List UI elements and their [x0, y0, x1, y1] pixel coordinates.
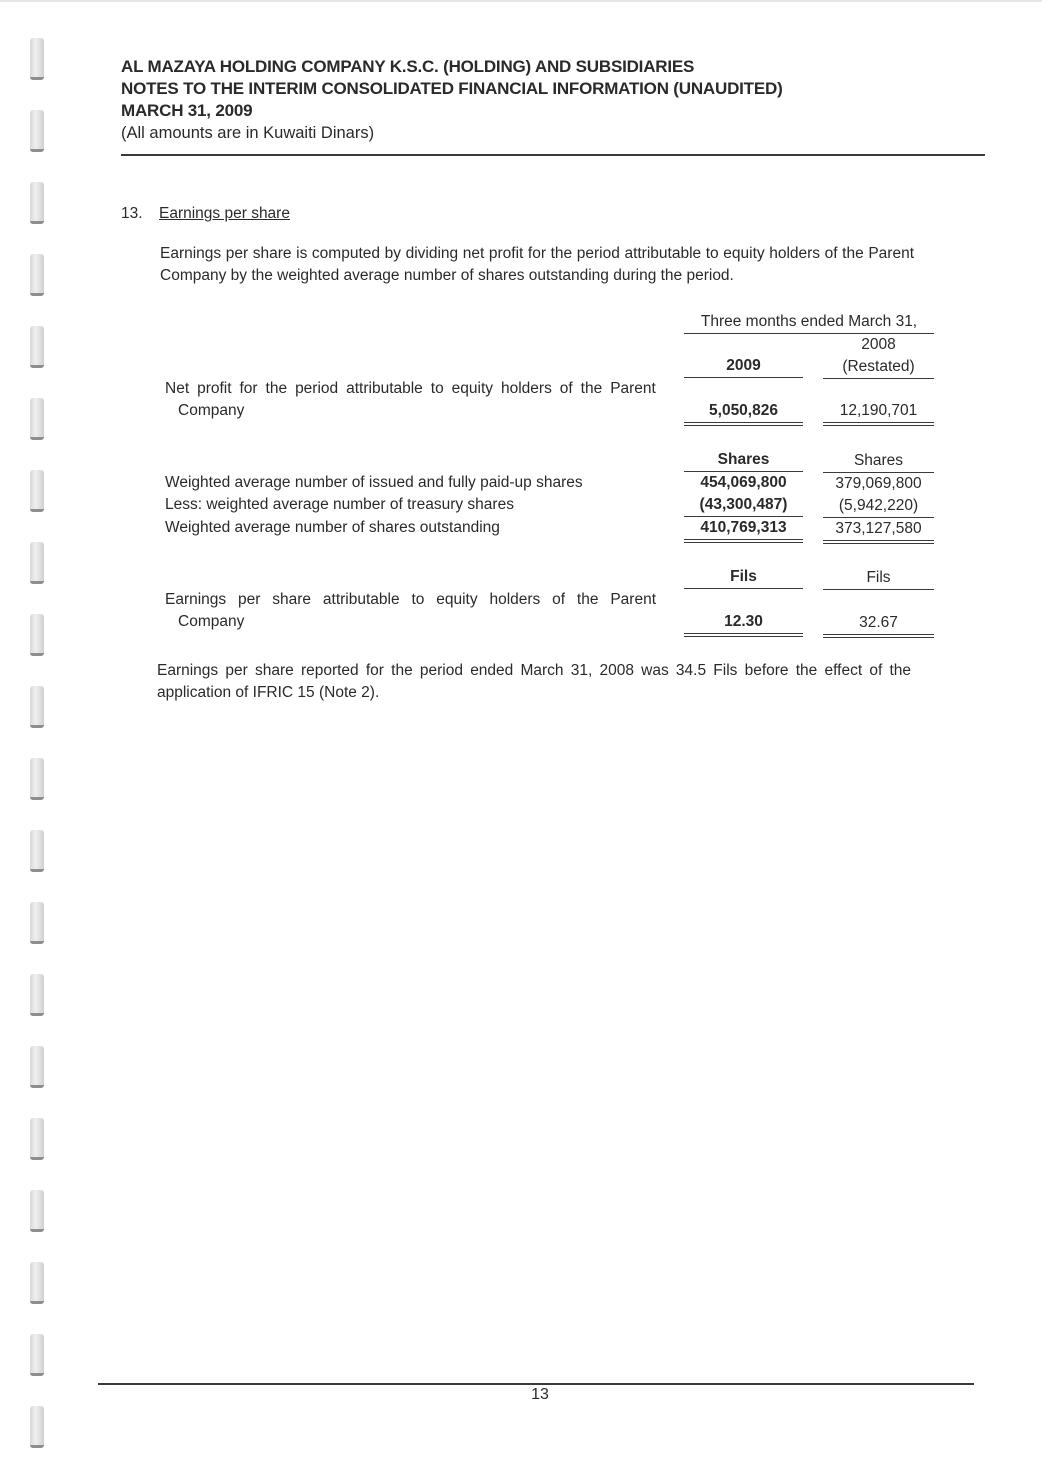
- binding-hole: [30, 758, 44, 800]
- footer-divider: [98, 1383, 974, 1385]
- binding-hole: [30, 182, 44, 224]
- binding-hole: [30, 1046, 44, 1088]
- shares-unit-2008: Shares: [823, 450, 934, 473]
- note-heading: [121, 205, 290, 223]
- label-word: the: [265, 380, 288, 397]
- outstanding-shares-2008: 373,127,580: [823, 518, 934, 544]
- label-word: per: [238, 591, 261, 608]
- eps-2008: 32.67: [823, 612, 934, 638]
- binding-hole: [30, 326, 44, 368]
- label-word: Parent: [610, 380, 656, 397]
- document-header: [121, 56, 985, 144]
- label-word: Net: [165, 380, 190, 397]
- binding-hole: [30, 38, 44, 80]
- binding-hole: [30, 1262, 44, 1304]
- label-word: equity: [451, 380, 494, 397]
- outstanding-shares-label: Weighted average number of shares outstanding: [165, 519, 500, 536]
- binding-hole: [30, 254, 44, 296]
- currency-note: (All amounts are in Kuwaiti Dinars): [121, 124, 375, 142]
- label-word: of: [552, 591, 566, 608]
- treasury-shares-2009: (43,300,487): [684, 494, 803, 517]
- page-top-edge: [0, 0, 1042, 2]
- header-divider: [121, 154, 985, 156]
- binding-hole: [30, 1334, 44, 1376]
- label-word: of: [559, 380, 573, 397]
- column-header-2009: 2009: [684, 355, 803, 378]
- label-word: period: [295, 380, 339, 397]
- issued-shares-label: Weighted average number of issued and fully paid-up shares: [165, 474, 583, 491]
- note-footnote: Earnings per share reported for the period ended March 31, 2008 was 34.5 Fils before the effect of the application of IFRIC 15 (Note 2).: [157, 662, 911, 701]
- label-word: for: [239, 380, 258, 397]
- note-title: Earnings per share: [159, 205, 290, 222]
- label-word: holders: [500, 380, 552, 397]
- binding-hole: [30, 974, 44, 1016]
- issued-shares-2009: 454,069,800: [700, 474, 787, 491]
- label-word: the: [576, 591, 599, 608]
- binding-hole: [30, 686, 44, 728]
- column-header-2008-year: 2008: [861, 336, 896, 353]
- label-word: Earnings: [165, 591, 227, 608]
- net-profit-label-line1: [165, 378, 656, 400]
- binding-holes: [30, 0, 48, 1471]
- label-word: profit: [197, 380, 232, 397]
- treasury-shares-label: Less: weighted average number of treasury shares: [165, 496, 514, 513]
- binding-hole: [30, 902, 44, 944]
- label-word: holders: [489, 591, 541, 608]
- eps-2009: 12.30: [684, 611, 803, 637]
- column-header-2008: [823, 334, 934, 379]
- binding-hole: [30, 542, 44, 584]
- net-profit-label-line2: Company: [178, 402, 245, 419]
- treasury-shares-2008: (5,942,220): [823, 495, 934, 518]
- binding-hole: [30, 614, 44, 656]
- eps-label-line1: [165, 589, 656, 611]
- label-word: to: [411, 591, 425, 608]
- note-description: Earnings per share is computed by dividing net profit for the period attributable to equity holders of the Parent Company by the weighted average number of shares outstanding during the period.: [160, 245, 914, 284]
- binding-hole: [30, 1118, 44, 1160]
- eps-unit-2008: Fils: [823, 567, 934, 590]
- net-profit-2008: 12,190,701: [823, 400, 934, 426]
- eps-label: [165, 589, 656, 633]
- net-profit-label: [165, 378, 656, 422]
- binding-hole: [30, 830, 44, 872]
- binding-hole: [30, 1190, 44, 1232]
- shares-unit-2009: Shares: [684, 449, 803, 472]
- label-word: Parent: [610, 591, 656, 608]
- label-word: attributable: [322, 591, 400, 608]
- label-word: to: [430, 380, 444, 397]
- label-word: attributable: [346, 380, 423, 397]
- note-number: 13.: [121, 205, 143, 222]
- binding-hole: [30, 1406, 44, 1448]
- binding-hole: [30, 398, 44, 440]
- eps-unit-2009: Fils: [684, 566, 803, 589]
- issued-shares-2008: 379,069,800: [835, 475, 922, 492]
- period-header: Three months ended March 31,: [684, 311, 934, 334]
- report-date: MARCH 31, 2009: [121, 101, 253, 120]
- net-profit-2009: 5,050,826: [684, 400, 803, 426]
- company-name: AL MAZAYA HOLDING COMPANY K.S.C. (HOLDING) AND SUBSIDIARIES: [121, 57, 695, 76]
- binding-hole: [30, 470, 44, 512]
- outstanding-shares-2009: 410,769,313: [684, 517, 803, 543]
- label-word: share: [272, 591, 312, 608]
- label-word: equity: [436, 591, 478, 608]
- label-word: the: [580, 380, 603, 397]
- report-title: NOTES TO THE INTERIM CONSOLIDATED FINANCIAL INFORMATION (UNAUDITED): [121, 79, 783, 98]
- eps-label-line2: Company: [178, 613, 245, 630]
- page-number: 13: [531, 1386, 549, 1403]
- column-header-2008-note: (Restated): [842, 358, 915, 375]
- binding-hole: [30, 110, 44, 152]
